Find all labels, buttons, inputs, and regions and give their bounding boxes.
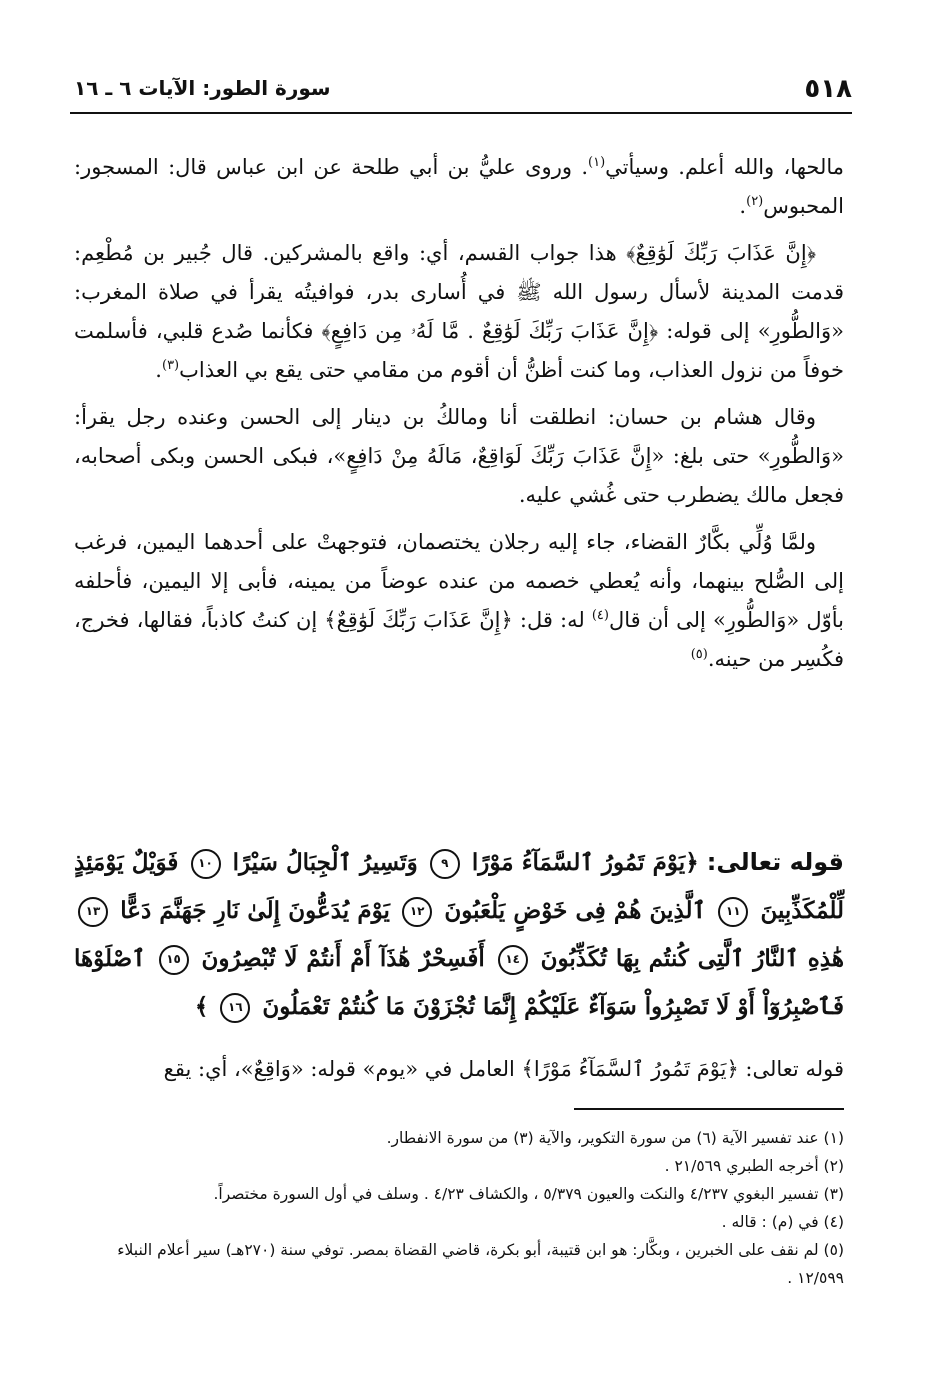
- text-run: ولمَّا وُلِّي بكَّارٌ القضاء، جاء إليه رجلان يختصمان، فتوجهتْ على أحدهما اليمين، فرغب إلى الصُّلح بينهما، وأنه يُعطي خصمه من عنده عوضاً من يمينه، فأبى إلا اليمين، فأحلفه بأوّل «وَالطُّورِ» إلى أن قال: [74, 530, 844, 632]
- main-text: [74, 148, 844, 687]
- text-run: ﴿إِنَّ عَذَابَ رَبِّكَ لَوَٰقِعٌ﴾ هذا جواب القسم، أي: واقع بالمشركين. قال جُبير بن مُطْعِم: قدمت المدينة لأسأل رسول الله ﷺ في أُسارى بدر، فوافيتُه يقرأ في صلاة المغرب: «وَالطُّورِ» إلى قوله: ﴿إِنَّ عَذَابَ رَبِّكَ لَوَٰقِعٌ . مَّا لَهُۥ مِن دَافِعٍ﴾ فكأنما صُدع قلبي، فأسلمت خوفاً من نزول العذاب، وما كنت أظنُّ أن أقوم من مقامي حتى يقع بي العذاب: [74, 241, 844, 382]
- footnote-separator: [574, 1108, 844, 1110]
- footnote: (٤) في (م) : قاله .: [721, 1213, 844, 1231]
- footnote: (٢) أخرجه الطبري ٢١/٥٦٩ .: [664, 1157, 844, 1175]
- footnote-ref: (٥): [690, 647, 708, 662]
- footnote: (٥) لم نقف على الخبرين ، وبكَّار: هو ابن قتيبة، أبو بكرة، قاضي القضاة بمصر. توفي سنة (٢٧٠هـ) سير أعلام النبلاء ١٢/٥٩٩ .: [117, 1241, 844, 1287]
- text-run: له: قل: ﴿إِنَّ عَذَابَ رَبِّكَ لَوَٰقِعٌ﴾ إن كنتُ كاذباً، فقالها، فخرج، فكُسِر من حينه.: [74, 608, 844, 671]
- text-run: وقال هشام بن حسان: انطلقت أنا ومالكُ بن دينار إلى الحسن وعنده رجل يقرأ: «وَالطُّورِ» حتى بلغ: «إِنَّ عَذَابَ رَبِّكَ لَوَاقِعٌ، مَالَهُ مِنْ دَافِعٍ»، فبكى الحسن وبكى أصحابه، فجعل مالك يضطرب حتى غُشي عليه.: [74, 405, 844, 507]
- verse-text: يَوْمَ يُدَعُّونَ إِلَىٰ نَارِ جَهَنَّمَ دَعًّا: [120, 897, 390, 924]
- ayah-number-badge: ٩: [430, 849, 460, 879]
- paragraph: [74, 523, 844, 679]
- commentary-line: قوله تعالى: ﴿يَوْمَ تَمُورُ ٱلسَّمَآءُ مَوْرًا﴾ العامل في «يوم» قوله: «وَاقِعٌ»، أي: يقع: [163, 1057, 844, 1081]
- page-header: [70, 70, 852, 110]
- footnote-ref: (٣): [161, 358, 180, 373]
- footnote: (١) عند تفسير الآية (٦) من سورة التكوير، والآية (٣) من سورة الانفطار.: [386, 1129, 844, 1147]
- running-title: سورة الطور: الآيات ٦ ـ ١٦: [74, 76, 331, 100]
- ayah-number-badge: ١٥: [159, 945, 189, 975]
- footnote: (٣) تفسير البغوي ٤/٢٣٧ والنكت والعيون ٥/٣٧٩ ، والكشاف ٤/٢٣ . وسلف في أول السورة مختصراً.: [213, 1185, 844, 1203]
- text-run: .: [739, 194, 747, 218]
- verse-text: وَتَسِيرُ ٱلْجِبَالُ سَيْرًا: [232, 849, 418, 876]
- verse-text: أَفَسِحْرٌ هَٰذَآ أَمْ أَنتُمْ لَا تُبْصِرُونَ: [201, 945, 485, 972]
- paragraph: [74, 398, 844, 515]
- ayah-number-badge: ١١: [718, 897, 748, 927]
- verse-text: ﴿يَوْمَ تَمُورُ ٱلسَّمَآءُ مَوْرًا: [471, 849, 699, 876]
- verse-text: ٱلَّذِينَ هُمْ فِى خَوْضٍ يَلْعَبُونَ: [444, 897, 707, 924]
- ayah-number-badge: ١٣: [78, 897, 108, 927]
- footnote-ref: (٤): [591, 608, 609, 623]
- page-number: ٥١٨: [804, 74, 852, 104]
- verse-text: فَوَيْلٌ يَوْمَئِذٍ لِّلْمُكَذِّبِينَ: [74, 849, 844, 924]
- text-run: . وروى عليُّ بن أبي طلحة عن ابن عباس قال: المسجور: المحبوس: [74, 155, 844, 218]
- footnote-ref: (٢): [746, 194, 764, 209]
- footnote-ref: (١): [588, 155, 606, 170]
- ayah-number-badge: ١٦: [220, 993, 250, 1023]
- paragraph: [74, 148, 844, 226]
- ayah-number-badge: ١٠: [191, 849, 221, 879]
- verse-label: قوله تعالى:: [706, 848, 844, 876]
- verse-closing-bracket: ﴾: [194, 993, 209, 1020]
- ayah-number-badge: ١٤: [498, 945, 528, 975]
- header-rule: [70, 112, 852, 114]
- paragraph: [74, 234, 844, 390]
- verse-text: ٱصْلَوْهَا فَٱصْبِرُوٓاْ أَوْ لَا تَصْبِرُواْ سَوَآءٌ عَلَيْكُمْ إِنَّمَا تُجْزَوْنَ مَا كُنتُمْ تَعْمَلُونَ: [74, 945, 844, 1020]
- text-run: مالحها، والله أعلم. وسيأتي: [605, 155, 844, 179]
- footnotes: [74, 1124, 844, 1292]
- verse-text: هَٰذِهِ ٱلنَّارُ ٱلَّتِى كُنتُم بِهَا تُكَذِّبُونَ: [540, 945, 844, 972]
- ayah-number-badge: ١٢: [402, 897, 432, 927]
- text-run: .: [155, 358, 162, 382]
- quran-verses: [74, 838, 844, 1031]
